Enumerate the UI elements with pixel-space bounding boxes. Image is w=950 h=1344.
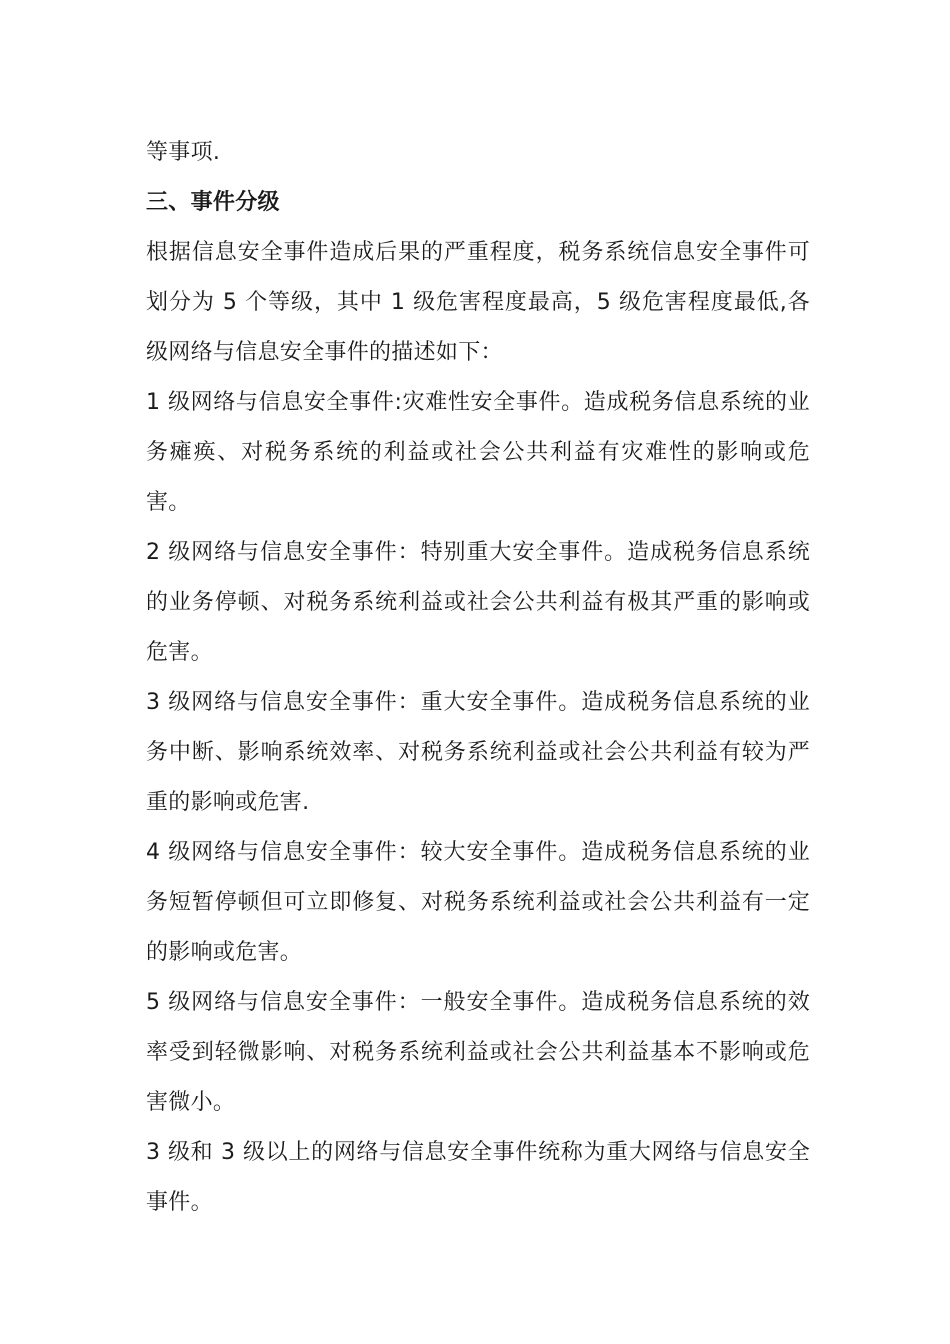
- level-4-paragraph: 4 级网络与信息安全事件：较大安全事件。造成税务信息系统的业务短暂停顿但可立即修复、对税务系统利益或社会公共利益有一定的影响或危害。: [146, 840, 810, 965]
- lead-fragment: 等事项.: [146, 140, 221, 165]
- section-heading: 三、事件分级: [146, 190, 280, 215]
- intro-paragraph: 根据信息安全事件造成后果的严重程度，税务系统信息安全事件可划分为 5 个等级，其中 1 级危害程度最高，5 级危害程度最低,各级网络与信息安全事件的描述如下：: [146, 240, 810, 365]
- level-2-paragraph: 2 级网络与信息安全事件：特别重大安全事件。造成税务信息系统的业务停顿、对税务系统利益或社会公共利益有极其严重的影响或危害。: [146, 540, 810, 665]
- level-1-paragraph: 1 级网络与信息安全事件:灾难性安全事件。造成税务信息系统的业务瘫痪、对税务系统的利益或社会公共利益有灾难性的影响或危害。: [146, 390, 810, 515]
- closing-paragraph: 3 级和 3 级以上的网络与信息安全事件统称为重大网络与信息安全事件。: [146, 1140, 810, 1215]
- document-body: [146, 128, 810, 1228]
- level-3-paragraph: 3 级网络与信息安全事件：重大安全事件。造成税务信息系统的业务中断、影响系统效率、对税务系统利益或社会公共利益有较为严重的影响或危害.: [146, 690, 810, 815]
- level-5-paragraph: 5 级网络与信息安全事件：一般安全事件。造成税务信息系统的效率受到轻微影响、对税务系统利益或社会公共利益基本不影响或危害微小。: [146, 990, 810, 1115]
